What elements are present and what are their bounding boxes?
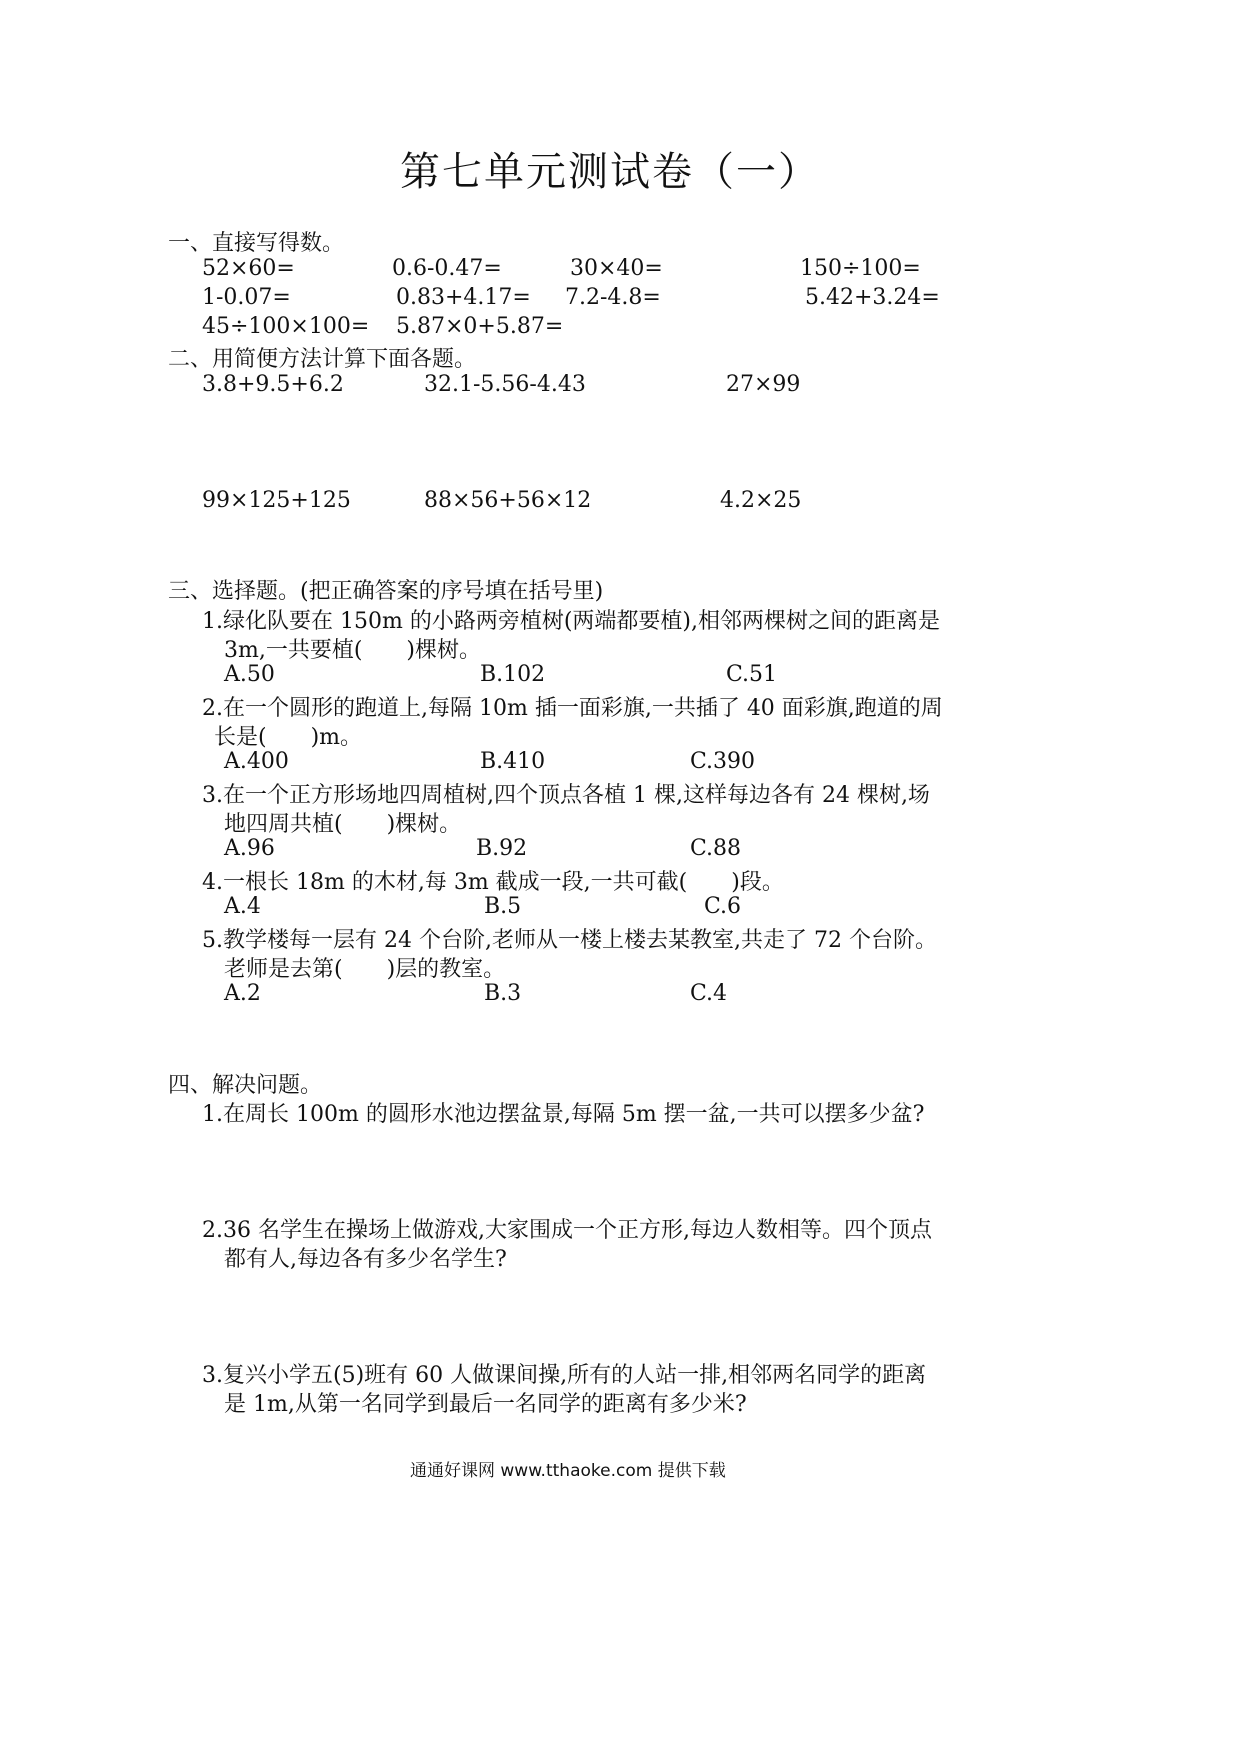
page-title: 第七单元测试卷（一） (400, 149, 820, 195)
choice-question-line: 3m,一共要植( )棵树。 (224, 638, 482, 663)
choice-question-line: 3.在一个正方形场地四周植树,四个顶点各植 1 棵,这样每边各有 24 棵树,场 (202, 783, 930, 808)
choice-option: A.400 (224, 749, 289, 774)
section-3-heading: 三、选择题。(把正确答案的序号填在括号里) (168, 579, 604, 604)
simplify-item: 99×125+125 (202, 488, 351, 513)
choice-option: C.390 (690, 749, 756, 774)
calc-item: 5.87×0+5.87= (396, 314, 564, 339)
calc-item: 52×60= (202, 256, 295, 281)
choice-option: A.96 (224, 836, 275, 861)
section-1-heading: 一、直接写得数。 (168, 231, 345, 256)
choice-option: B.102 (480, 662, 546, 687)
choice-option: A.4 (224, 894, 261, 919)
calc-item: 0.83+4.17= (396, 285, 531, 310)
choice-option: A.50 (224, 662, 275, 687)
choice-question-line: 老师是去第( )层的教室。 (224, 957, 506, 982)
section-4-heading: 四、解决问题。 (168, 1073, 323, 1098)
choice-option: C.6 (704, 894, 742, 919)
calc-item: 1-0.07= (202, 285, 291, 310)
problem-line: 3.复兴小学五(5)班有 60 人做课间操,所有的人站一排,相邻两名同学的距离 (202, 1363, 927, 1388)
choice-question-line: 长是( )m。 (214, 725, 363, 750)
problem-line: 2.36 名学生在操场上做游戏,大家围成一个正方形,每边人数相等。四个顶点 (202, 1218, 932, 1243)
simplify-item: 4.2×25 (720, 488, 802, 513)
calc-item: 30×40= (570, 256, 663, 281)
choice-question-line: 1.绿化队要在 150m 的小路两旁植树(两端都要植),相邻两棵树之间的距离是 (202, 609, 940, 634)
choice-option: B.410 (480, 749, 546, 774)
choice-option: C.88 (690, 836, 742, 861)
simplify-item: 27×99 (726, 372, 801, 397)
simplify-item: 32.1-5.56-4.43 (424, 372, 586, 397)
choice-option: B.5 (484, 894, 522, 919)
calc-item: 7.2-4.8= (565, 285, 661, 310)
footer-source: 通通好课网 www.tthaoke.com 提供下载 (410, 1461, 726, 1481)
calc-item: 150÷100= (800, 256, 921, 281)
calc-item: 45÷100×100= (202, 314, 370, 339)
choice-question-line: 4.一根长 18m 的木材,每 3m 截成一段,一共可截( )段。 (202, 870, 784, 895)
choice-question-line: 5.教学楼每一层有 24 个台阶,老师从一楼上楼去某教室,共走了 72 个台阶。 (202, 928, 937, 953)
section-2-heading: 二、用简便方法计算下面各题。 (168, 347, 477, 372)
choice-option: B.3 (484, 981, 522, 1006)
problem-line: 1.在周长 100m 的圆形水池边摆盆景,每隔 5m 摆一盆,一共可以摆多少盆? (202, 1102, 925, 1127)
choice-option: B.92 (476, 836, 528, 861)
choice-option: C.4 (690, 981, 728, 1006)
choice-question-line: 地四周共植( )棵树。 (224, 812, 462, 837)
choice-question-line: 2.在一个圆形的跑道上,每隔 10m 插一面彩旗,一共插了 40 面彩旗,跑道的周 (202, 696, 943, 721)
problem-line: 都有人,每边各有多少名学生? (224, 1247, 507, 1272)
calc-item: 5.42+3.24= (805, 285, 940, 310)
simplify-item: 3.8+9.5+6.2 (202, 372, 344, 397)
problem-line: 是 1m,从第一名同学到最后一名同学的距离有多少米? (224, 1392, 747, 1417)
simplify-item: 88×56+56×12 (424, 488, 592, 513)
calc-item: 0.6-0.47= (392, 256, 502, 281)
choice-option: A.2 (224, 981, 261, 1006)
choice-option: C.51 (726, 662, 778, 687)
